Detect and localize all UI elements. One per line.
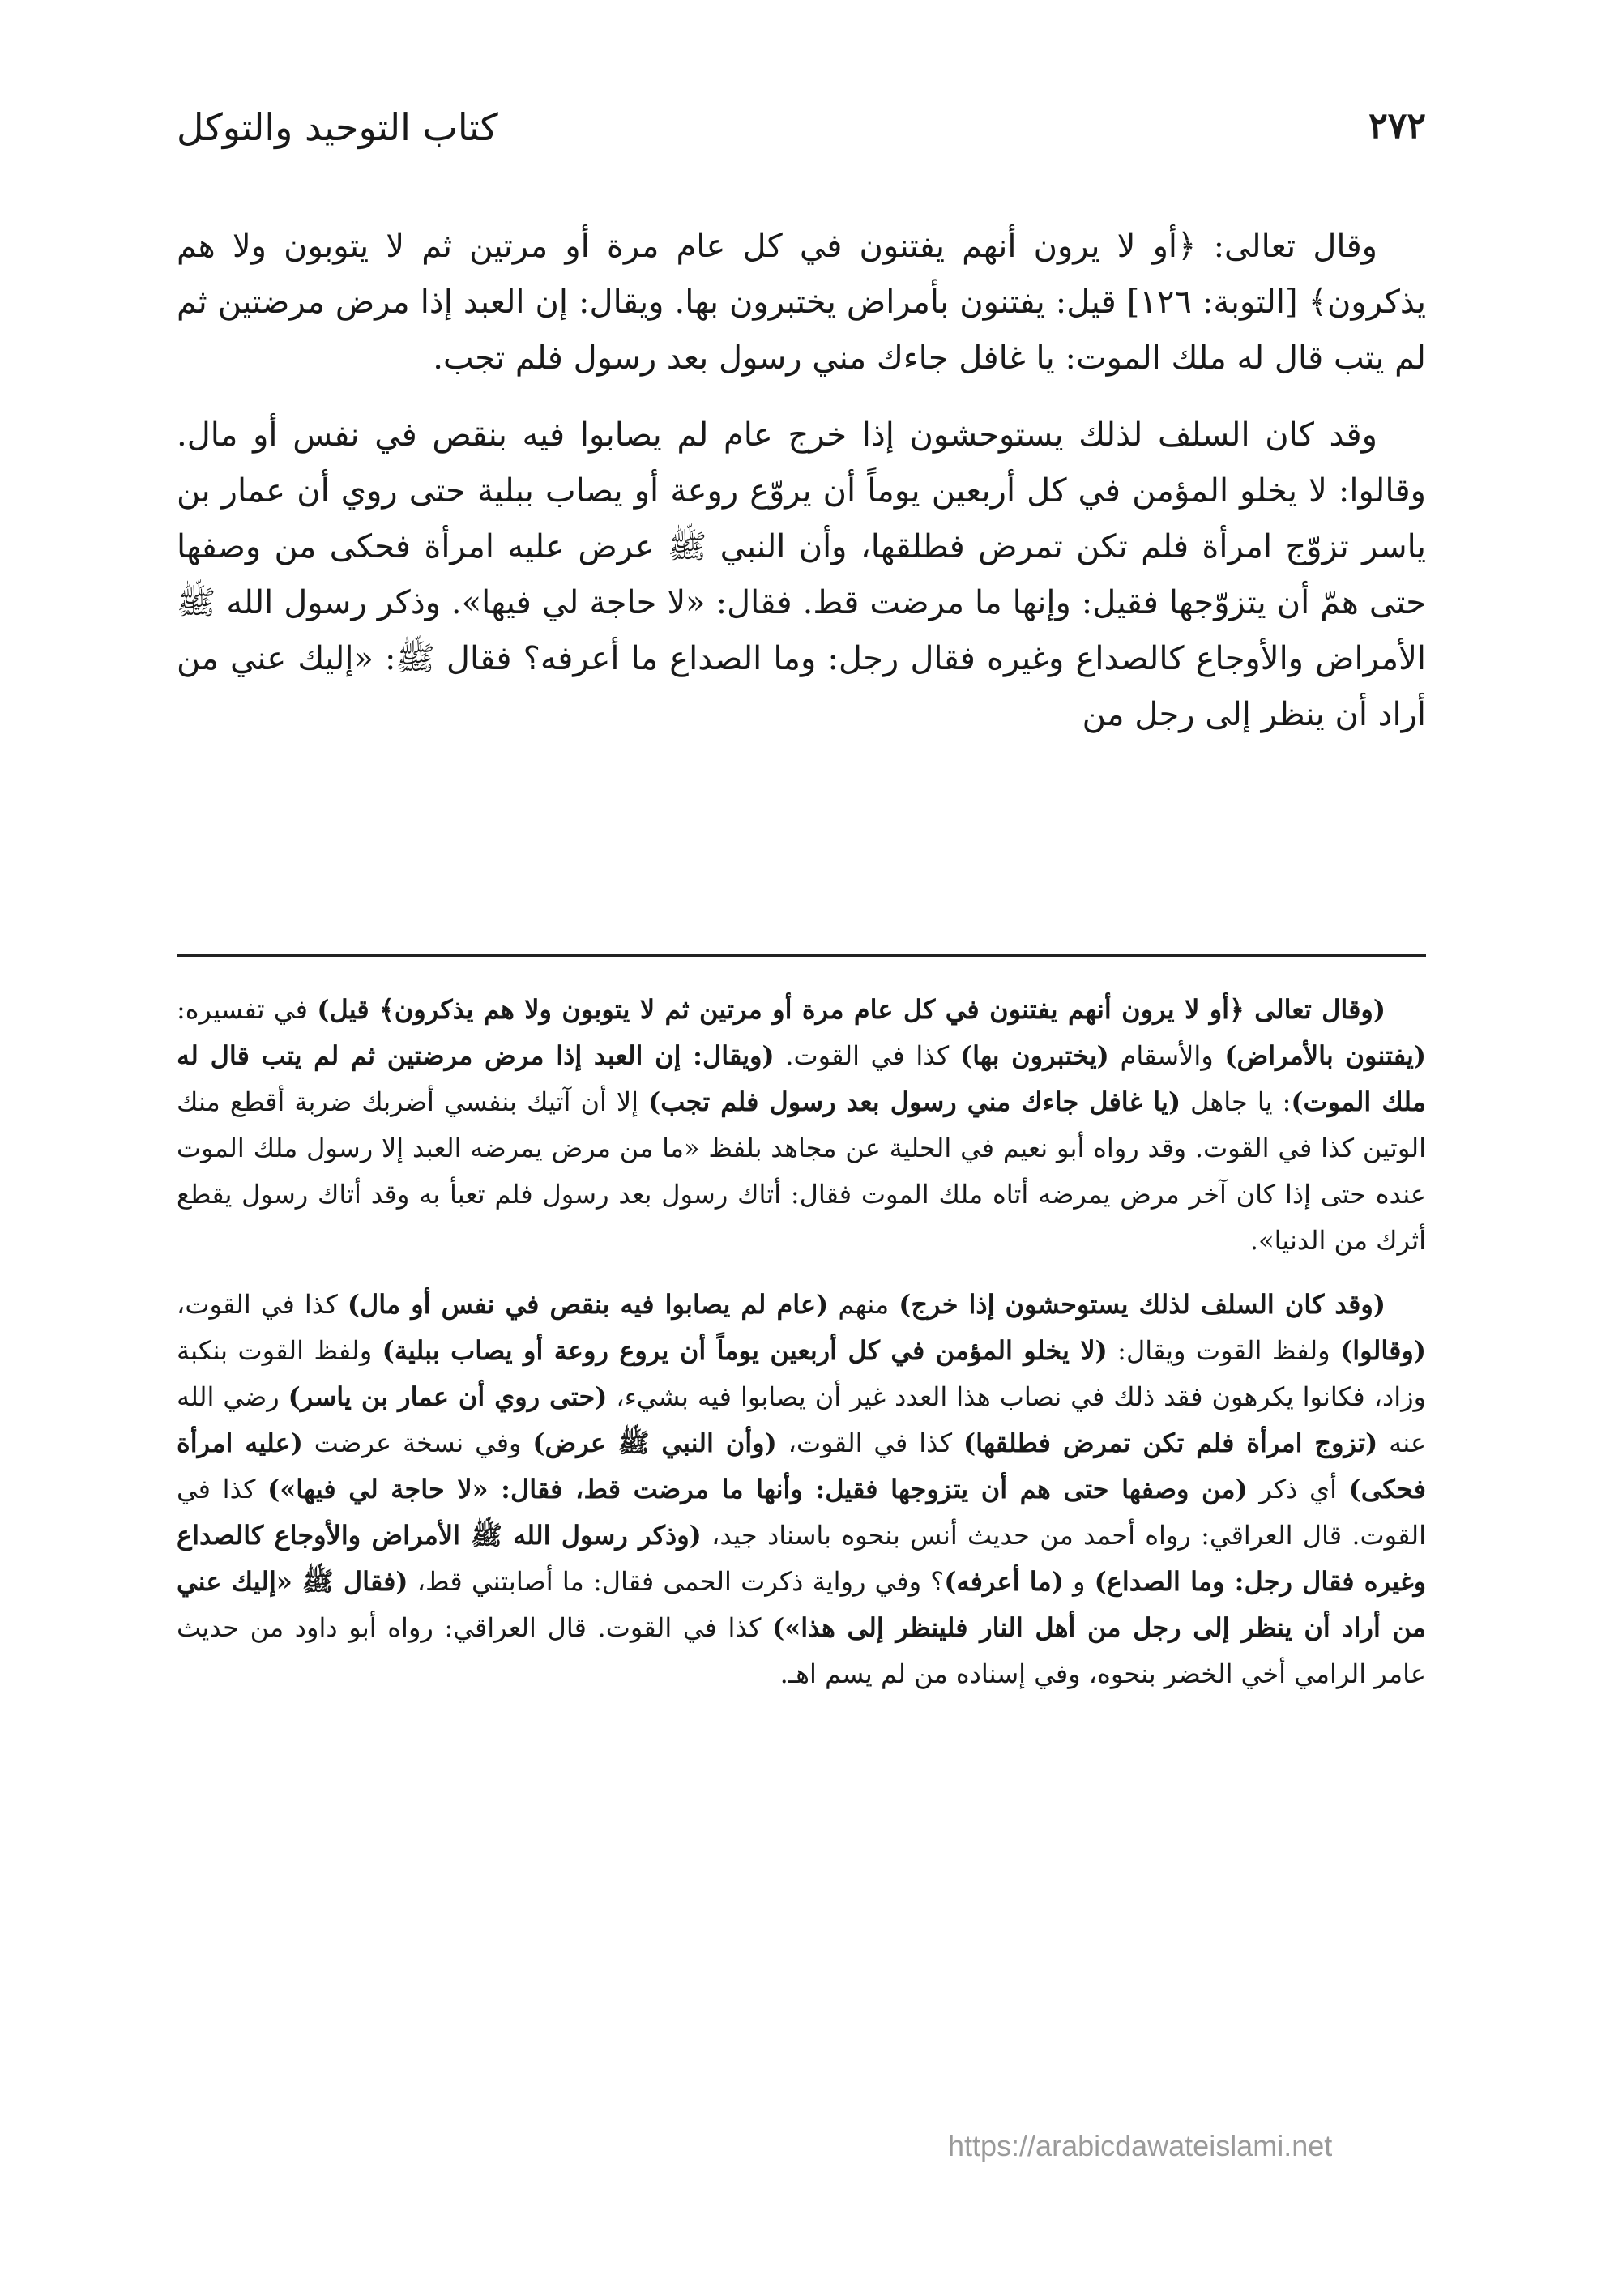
quoted-text: (حتى روي أن عمار بن ياسر) xyxy=(288,1381,608,1412)
commentary-note: إلا أن آتيك بنفسي أضربك ضربة أقطع منك الوتين كذا في القوت. وقد رواه أبو نعيم في الحلية عن مجاهد بلفظ «ما من مرض يمرضه العبد إلا رسول ملك الموت عنده حتى إذا كان آخر مرض يمرضه أتاه ملك الموت فقال: أتاك رسول بعد رسول فلم تعبأ به وقد أتاك رسول يقطع أثرك من الدنيا». xyxy=(177,1086,1426,1256)
commentary-note: كذا في القوت. قال العراقي: رواه أحمد من حديث أنس بنحوه باسناد جيد، xyxy=(177,1474,1427,1551)
quoted-text: (وقالوا) xyxy=(1340,1335,1427,1366)
main-paragraph-1: وقال تعالى: ﴿أو لا يرون أنهم يفتنون في كل عام مرة أو مرتين ثم لا يتوبون ولا هم يذكرون﴾ [التوبة: ١٢٦] قيل: يفتنون بأمراض يختبرون بها. ويقال: إن العبد إذا مرض مرضتين ثم لم يتب قال له ملك الموت: يا غافل جاءك مني رسول بعد رسول فلم تجب. xyxy=(177,228,1426,377)
source-watermark: https://arabicdawateislami.net xyxy=(948,2129,1333,2162)
commentary-note: ولفظ القوت ويقال: xyxy=(1107,1335,1341,1366)
quoted-text: (عليه امرأة فحكى) xyxy=(177,1428,1427,1504)
quoted-text: (فقال ﷺ «إليك عني من أراد أن ينظر إلى رجل من أهل النار فلينظر إلى هذا») xyxy=(177,1566,1427,1643)
commentary-note: كذا في القوت. xyxy=(774,1040,960,1071)
page-header xyxy=(177,105,1426,170)
commentary-text xyxy=(177,987,1426,1715)
commentary-note: في تفسيره: xyxy=(177,994,318,1025)
main-paragraph-2: وقد كان السلف لذلك يستوحشون إذا خرج عام لم يصابوا فيه بنقص في نفس أو مال. وقالوا: لا يخلو المؤمن في كل أربعين يوماً أن يروّع روعة أو يصاب ببلية حتى روي أن عمار بن ياسر تزوّج امرأة فلم تكن تمرض فطلقها، وأن النبي ﷺ عرض عليه امرأة فحكى من وصفها حتى همّ أن يتزوّجها فقيل: وإنها ما مرضت قط. فقال: «لا حاجة لي فيها». وذكر رسول الله ﷺ الأمراض والأوجاع كالصداع وغيره فقال رجل: وما الصداع ما أعرفه؟ فقال ﷺ: «إليك عني من أراد أن ينظر إلى رجل من xyxy=(177,416,1426,733)
commentary-note: وفي نسخة عرضت xyxy=(302,1428,533,1458)
quoted-text: (يفتنون بالأمراض) xyxy=(1224,1040,1427,1071)
quoted-text: (وقال تعالى ﴿أو لا يرون أنهم يفتنون في كل عام مرة أو مرتين ثم لا يتوبون ولا هم يذكرون﴾ قيل) xyxy=(317,994,1386,1025)
quoted-text: (عام لم يصابوا فيه بنقص في نفس أو مال) xyxy=(347,1289,829,1320)
quoted-text: (وقد كان السلف لذلك يستوحشون إذا خرج) xyxy=(899,1289,1386,1320)
quoted-text: (لا يخلو المؤمن في كل أربعين يوماً أن يروع روعة أو يصاب ببلية) xyxy=(382,1335,1108,1366)
commentary-note: أي ذكر xyxy=(1247,1474,1349,1504)
commentary-note: كذا في القوت، xyxy=(776,1428,963,1458)
commentary-note: رضي الله عنه xyxy=(177,1381,1427,1458)
commentary-note: والأسقام xyxy=(1108,1040,1225,1071)
quoted-text: (وذكر رسول الله ﷺ الأمراض والأوجاع كالصداع وغيره فقال رجل: وما الصداع) xyxy=(177,1520,1427,1597)
commentary-note: كذا في القوت. قال العراقي: رواه أبو داود من حديث عامر الرامي أخي الخضر بنحوه، وفي إسناده من لم يسم اهـ. xyxy=(177,1612,1426,1689)
quoted-text: (ما أعرفه) xyxy=(944,1566,1064,1597)
quoted-text: (يختبرون بها) xyxy=(959,1040,1109,1071)
quoted-text: (وأن النبي ﷺ عرض) xyxy=(532,1428,777,1458)
quoted-text: (تزوج امرأة فلم تكن تمرض فطلقها) xyxy=(963,1428,1378,1458)
quoted-text: (ويقال: إن العبد إذا مرض مرضتين ثم لم يتب قال له ملك الموت) xyxy=(177,1040,1427,1117)
footnote-divider xyxy=(177,954,1426,957)
commentary-paragraph-2 xyxy=(177,1282,1426,1697)
commentary-note: ولفظ القوت بنكبة وزاد، فكانوا يكرهون فقد ذلك في نصاب هذا العدد غير أن يصابوا فيه بشيء، xyxy=(177,1335,1427,1412)
commentary-note: كذا في القوت، xyxy=(177,1289,348,1320)
commentary-note: و xyxy=(1063,1566,1095,1597)
main-text xyxy=(177,219,1426,764)
commentary-note: منهم xyxy=(828,1289,899,1320)
commentary-paragraph-1 xyxy=(177,987,1426,1264)
quoted-text: (يا غافل جاءك مني رسول بعد رسول فلم تجب) xyxy=(648,1086,1181,1117)
page-number: ٢٧٢ xyxy=(1368,105,1426,147)
commentary-note: ؟ وفي رواية ذكرت الحمى فقال: ما أصابتني قط، xyxy=(408,1566,945,1597)
quoted-text: (من وصفها حتى هم أن يتزوجها فقيل: وأنها ما مرضت قط، فقال: «لا حاجة لي فيها») xyxy=(267,1474,1248,1504)
commentary-note: : يا جاهل xyxy=(1181,1086,1292,1117)
book-title: كتاب التوحيد والتوكل xyxy=(177,105,498,149)
